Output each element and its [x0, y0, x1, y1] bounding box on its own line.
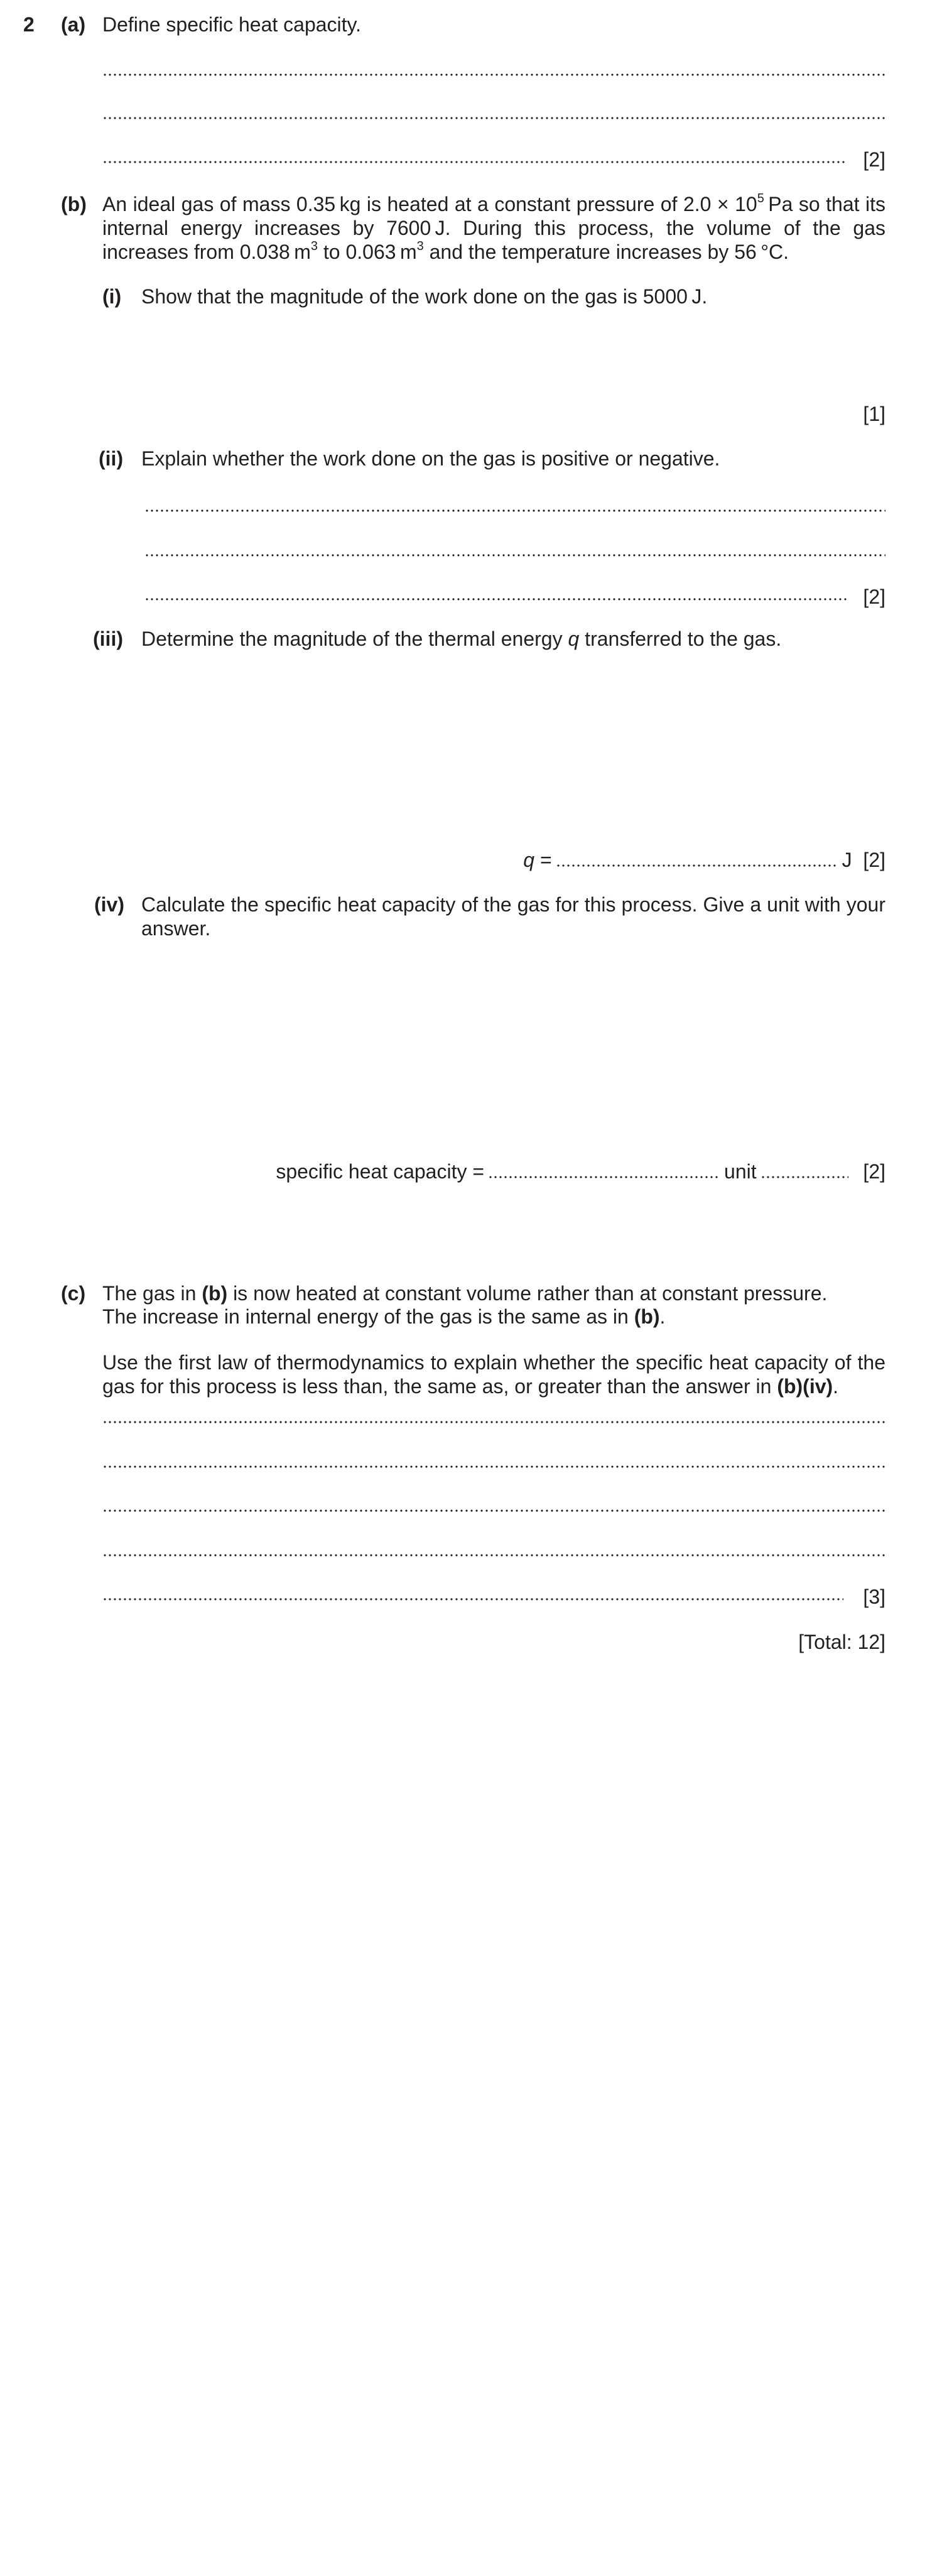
part-c-label: (c)	[61, 1282, 86, 1305]
answer-field-unit[interactable]	[761, 1176, 848, 1178]
answer-line-c-3[interactable]	[102, 1509, 885, 1512]
marks-b-i: [1]	[863, 403, 885, 425]
marks-c: [3]	[863, 1585, 885, 1608]
part-c-text-2: The increase in internal energy of the gas is the same as in (b).	[102, 1305, 666, 1328]
question-number: 2	[23, 13, 35, 36]
part-a-label: (a)	[61, 13, 86, 36]
total-marks: [Total: 12]	[798, 1631, 885, 1653]
part-c-text-3: Use the first law of thermodynamics to explain whether the specific heat capacity of the gas for this process is less than, the same as, or greater than the answer in (b)(iv).	[102, 1351, 885, 1398]
answer-line-c-4[interactable]	[102, 1554, 885, 1557]
marks-b-iii: [2]	[863, 849, 885, 871]
part-b-iii-text: Determine the magnitude of the thermal energy q transferred to the gas.	[141, 628, 782, 650]
answer-field-q[interactable]	[556, 864, 838, 867]
answer-row-b-iv	[276, 1160, 885, 1183]
unit-label: unit	[724, 1160, 757, 1183]
answer-field-shc[interactable]	[488, 1176, 720, 1178]
marks-a: [2]	[863, 148, 885, 171]
marks-b-iv: [2]	[863, 1160, 885, 1183]
part-b-iv-text: Calculate the specific heat capacity of the gas for this process. Give a unit with your answer.	[141, 893, 885, 940]
part-b-label: (b)	[61, 193, 87, 215]
answer-line-a-1[interactable]	[102, 73, 885, 76]
answer-line-b-ii-3[interactable]	[144, 598, 847, 601]
answer-line-b-ii-1[interactable]	[144, 509, 885, 512]
part-b-ii-text: Explain whether the work done on the gas is positive or negative.	[141, 447, 720, 470]
part-a-text: Define specific heat capacity.	[102, 13, 362, 36]
marks-b-ii: [2]	[863, 585, 885, 608]
q-symbol: q	[523, 849, 535, 871]
part-b-iv-label: (iv)	[94, 893, 124, 916]
answer-row-b-iii: q = J [2]	[523, 849, 885, 871]
answer-line-a-2[interactable]	[102, 117, 885, 119]
answer-line-c-2[interactable]	[102, 1465, 885, 1468]
answer-line-c-1[interactable]	[102, 1421, 885, 1423]
answer-line-b-ii-2[interactable]	[144, 554, 885, 557]
part-b-i-text: Show that the magnitude of the work done on the gas is 5000 J.	[141, 285, 708, 308]
unit-j: J	[842, 849, 852, 871]
part-c-text-1: The gas in (b) is now heated at constant volume rather than at constant pressure.	[102, 1282, 828, 1305]
answer-line-c-5[interactable]	[102, 1598, 843, 1600]
answer-label-shc: specific heat capacity =	[276, 1160, 485, 1183]
part-b-stem: An ideal gas of mass 0.35 kg is heated at a constant pressure of $2.0 \times 10^5$ Pa so that its internal energy increases by 7600 J. During this process, the volume of the gas increases from 0.038 $m^3$ to 0.063 $m^3$ and the temperature increases by 56 °C.	[102, 192, 886, 263]
answer-line-a-3[interactable]	[102, 161, 847, 163]
part-b-ii-label: (ii)	[99, 447, 124, 470]
part-b-iii-label: (iii)	[93, 628, 123, 650]
part-b-i-label: (i)	[102, 285, 122, 308]
